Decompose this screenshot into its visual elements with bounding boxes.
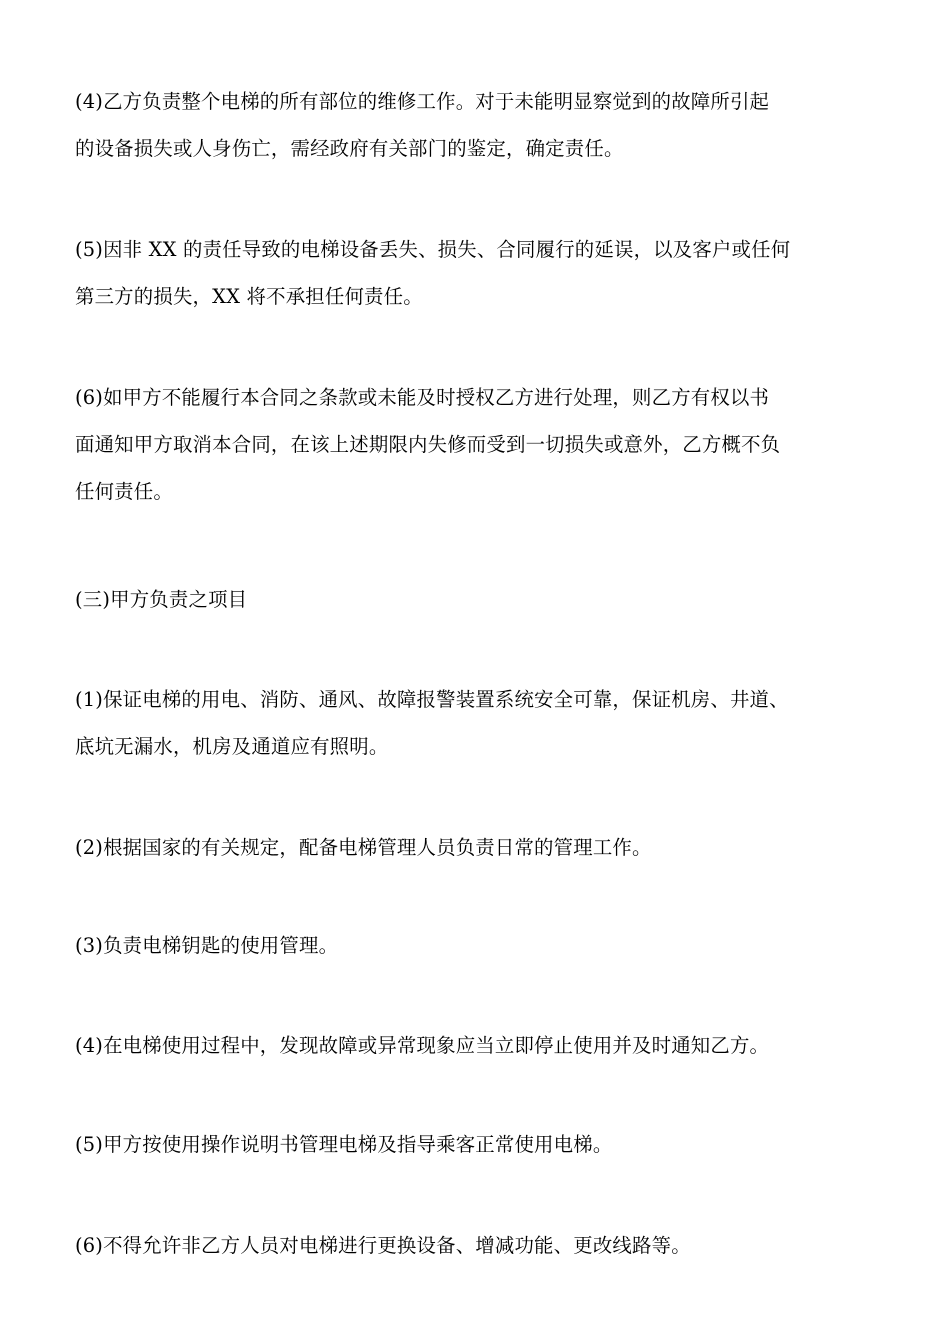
clause-c-4	[75, 1022, 887, 1069]
clause-b-6	[75, 374, 887, 515]
clause-c-5	[75, 1121, 887, 1168]
text-line: 面通知甲方取消本合同，在该上述期限内失修而受到一切损失或意外，乙方概不负	[75, 433, 781, 456]
text-line: 任何责任。	[75, 480, 173, 503]
clause-b-5	[75, 226, 887, 320]
text-line: (1)保证电梯的用电、消防、通风、故障报警装置系统安全可靠，保证机房、井道、	[75, 688, 789, 711]
text-line: (三)甲方负责之项目	[75, 588, 248, 611]
clause-c-6	[75, 1222, 887, 1269]
section-heading	[75, 576, 887, 623]
text-line: 第三方的损失，XX 将不承担任何责任。	[75, 285, 423, 308]
text-line: (2)根据国家的有关规定，配备电梯管理人员负责日常的管理工作。	[75, 836, 652, 859]
text-line: (4)在电梯使用过程中，发现故障或异常现象应当立即停止使用并及时通知乙方。	[75, 1034, 770, 1057]
clause-c-1	[75, 676, 887, 770]
text-line: 底坑无漏水，机房及通道应有照明。	[75, 735, 389, 758]
text-line: (5)因非 XX 的责任导致的电梯设备丢失、损失、合同履行的延误，以及客户或任何	[75, 238, 791, 261]
text-line: (6)如甲方不能履行本合同之条款或未能及时授权乙方进行处理，则乙方有权以书	[75, 386, 770, 409]
text-line: (4)乙方负责整个电梯的所有部位的维修工作。对于未能明显察觉到的故障所引起	[75, 90, 770, 113]
text-line: (3)负责电梯钥匙的使用管理。	[75, 934, 339, 957]
text-line: 的设备损失或人身伤亡，需经政府有关部门的鉴定，确定责任。	[75, 137, 624, 160]
clause-b-4	[75, 78, 887, 172]
text-line: (5)甲方按使用操作说明书管理电梯及指导乘客正常使用电梯。	[75, 1133, 613, 1156]
clause-c-3	[75, 922, 887, 969]
text-line: (6)不得允许非乙方人员对电梯进行更换设备、增减功能、更改线路等。	[75, 1234, 691, 1257]
clause-c-2	[75, 824, 887, 871]
